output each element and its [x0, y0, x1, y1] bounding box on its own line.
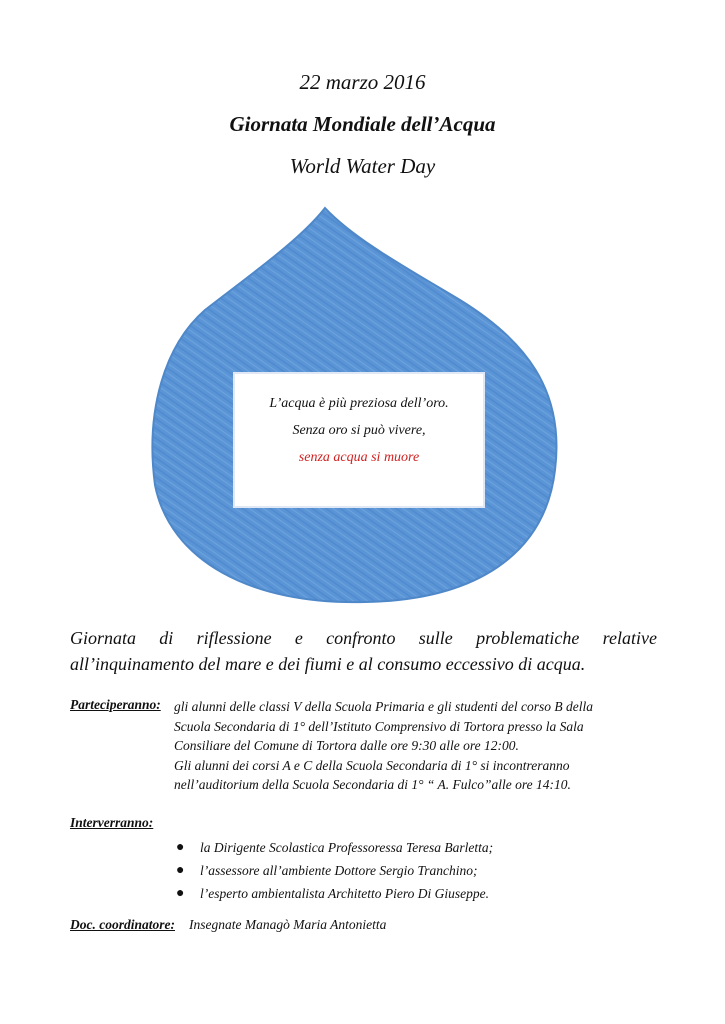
speaker-2: l’assessore all’ambiente Dottore Sergio Tranchino; [200, 863, 478, 878]
participants-text [174, 697, 654, 795]
quote-line-1: L’acqua è più preziosa dell’oro. [269, 396, 449, 411]
speaker-3: l’esperto ambientalista Architetto Piero Di Giuseppe. [200, 886, 489, 901]
bullet-icon: ● [176, 863, 185, 878]
speakers-list [174, 836, 493, 905]
bullet-icon: ● [176, 840, 185, 855]
speakers-label: Interverranno: [70, 815, 154, 830]
list-item [174, 882, 493, 905]
participants-line-4: Gli alunni dei corsi A e C della Scuola Secondaria di 1° si incontreranno [174, 757, 570, 773]
event-subtitle: World Water Day [289, 154, 436, 178]
coordinator-name: Insegnate Managò Maria Antonietta [189, 917, 387, 932]
quote-line-3: senza acqua si muore [298, 450, 420, 465]
participants-line-1: gli alunni delle classi V della Scuola Primaria e gli studenti del corso B della [174, 699, 593, 714]
participants-line-3: Consiliare del Comune di Tortora dalle ore 9:30 alle ore 12:00. [174, 738, 519, 753]
intro-paragraph [70, 625, 657, 677]
bullet-icon: ● [176, 886, 185, 901]
quote-box [233, 372, 485, 508]
list-item [174, 836, 493, 859]
intro-line-1: Giornata di riflessione e confronto sulle problematiche relative [70, 628, 657, 648]
participants-label: Parteciperanno: [70, 697, 161, 712]
coordinator-label: Doc. coordinatore: [70, 917, 175, 932]
speaker-1: la Dirigente Scolastica Professoressa Teresa Barletta; [200, 840, 494, 855]
event-title: Giornata Mondiale dell’Acqua [229, 112, 496, 136]
participants-line-2: Scuola Secondaria di 1° dell’Istituto Comprensivo di Tortora presso la Sala [174, 718, 584, 734]
list-item [174, 859, 493, 882]
event-date: 22 marzo 2016 [299, 70, 426, 94]
intro-line-2: all’inquinamento del mare e dei fiumi e al consumo eccessivo di acqua. [70, 654, 586, 674]
participants-line-5: nell’auditorium della Scuola Secondaria di 1° “ A. Fulco”alle ore 14:10. [174, 777, 571, 792]
quote-line-2: Senza oro si può vivere, [292, 423, 426, 438]
